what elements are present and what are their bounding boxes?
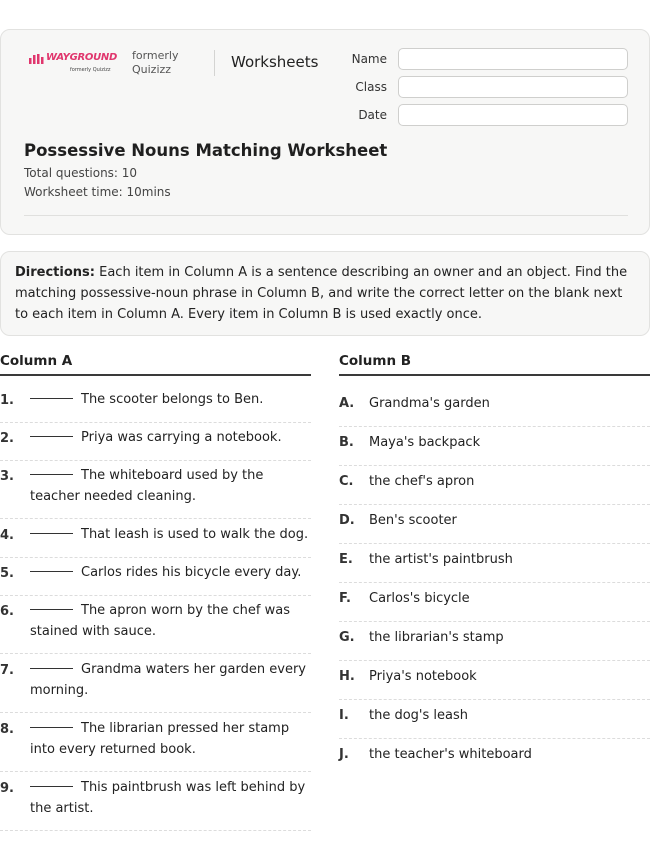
question-row	[0, 781, 311, 831]
option-letter: G.	[339, 630, 355, 645]
option-letter: A.	[339, 396, 355, 411]
answer-option-row	[339, 552, 650, 583]
header-divider	[214, 50, 215, 76]
option-text: the teacher's whiteboard	[369, 747, 532, 762]
option-text: the artist's paintbrush	[369, 552, 513, 567]
answer-option-row	[339, 630, 650, 661]
answer-blank[interactable]	[30, 571, 73, 572]
logo-mark-icon	[29, 54, 45, 64]
formerly-quizizz-label: formerly Quizizz	[132, 49, 179, 76]
option-letter: C.	[339, 474, 354, 489]
class-field[interactable]	[398, 76, 628, 98]
answer-blank[interactable]	[30, 609, 73, 610]
column-a	[0, 353, 311, 816]
question-text: Carlos rides his bicycle every day.	[81, 565, 302, 580]
answer-blank[interactable]	[30, 668, 73, 669]
question-number: 9.	[0, 781, 14, 796]
question-text: The whiteboard used by the teacher needed cleaning.	[30, 468, 264, 504]
question-number: 3.	[0, 469, 14, 484]
column-a-heading: Column A	[0, 353, 311, 376]
logo-wordmark: WAYGROUND	[46, 52, 118, 63]
name-label: Name	[351, 52, 387, 66]
answer-option-row	[339, 435, 650, 466]
question-number: 5.	[0, 566, 14, 581]
question-row	[0, 566, 311, 596]
answer-option-row	[339, 513, 650, 544]
option-letter: I.	[339, 708, 349, 723]
answer-blank[interactable]	[30, 533, 73, 534]
total-questions: Total questions: 10	[24, 166, 138, 180]
option-letter: H.	[339, 669, 355, 684]
question-row	[0, 393, 311, 423]
name-field[interactable]	[398, 48, 628, 70]
column-b-heading: Column B	[339, 353, 650, 376]
question-row	[0, 663, 311, 713]
option-letter: D.	[339, 513, 355, 528]
option-text: Maya's backpack	[369, 435, 481, 450]
column-b	[339, 353, 650, 762]
option-text: the chef's apron	[369, 474, 475, 489]
answer-blank[interactable]	[30, 786, 73, 787]
option-letter: B.	[339, 435, 354, 450]
answer-option-row	[339, 669, 650, 700]
question-text: This paintbrush was left behind by the artist.	[30, 780, 306, 816]
option-text: Carlos's bicycle	[369, 591, 470, 606]
option-text: Ben's scooter	[369, 513, 457, 528]
question-text: The scooter belongs to Ben.	[81, 392, 264, 407]
worksheet-header	[0, 29, 650, 235]
question-number: 2.	[0, 431, 14, 446]
question-row	[0, 528, 311, 558]
option-text: Priya's notebook	[369, 669, 477, 684]
answer-option-row	[339, 591, 650, 622]
question-row	[0, 469, 311, 519]
question-text: Grandma waters her garden every morning.	[30, 662, 306, 698]
directions-text: Each item in Column A is a sentence describing an owner and an object. Find the matching possessive-noun phrase in Column B, and write the correct letter on the blank next to each item in Column A. Every item in Column B is used exactly once.	[15, 265, 628, 322]
option-letter: J.	[339, 747, 349, 762]
question-number: 1.	[0, 393, 14, 408]
question-row	[0, 604, 311, 654]
question-number: 7.	[0, 663, 14, 678]
option-text: the dog's leash	[369, 708, 468, 723]
answer-blank[interactable]	[30, 398, 73, 399]
option-text: Grandma's garden	[369, 396, 490, 411]
date-label: Date	[358, 108, 387, 122]
logo-subtext: formerly Quizizz	[70, 67, 111, 73]
question-text: Priya was carrying a notebook.	[81, 430, 282, 445]
question-row	[0, 722, 311, 772]
question-row	[0, 431, 311, 461]
header-rule	[24, 215, 628, 216]
option-text: the librarian's stamp	[369, 630, 504, 645]
date-field[interactable]	[398, 104, 628, 126]
question-text: The librarian pressed her stamp into every returned book.	[30, 721, 290, 757]
answer-blank[interactable]	[30, 727, 73, 728]
answer-blank[interactable]	[30, 436, 73, 437]
question-text: That leash is used to walk the dog.	[81, 527, 309, 542]
option-letter: E.	[339, 552, 353, 567]
question-number: 6.	[0, 604, 14, 619]
answer-option-row	[339, 708, 650, 739]
worksheet-title: Possessive Nouns Matching Worksheet	[24, 141, 388, 160]
wayground-logo	[29, 52, 119, 74]
question-number: 8.	[0, 722, 14, 737]
option-letter: F.	[339, 591, 351, 606]
question-text: The apron worn by the chef was stained with sauce.	[30, 603, 290, 639]
answer-option-row	[339, 747, 650, 778]
question-number: 4.	[0, 528, 14, 543]
answer-blank[interactable]	[30, 474, 73, 475]
answer-option-row	[339, 396, 650, 427]
worksheet-time: Worksheet time: 10mins	[24, 185, 171, 199]
directions-lead: Directions:	[15, 265, 95, 280]
section-label: Worksheets	[231, 53, 319, 71]
class-label: Class	[355, 80, 387, 94]
answer-option-row	[339, 474, 650, 505]
directions-box	[0, 251, 650, 336]
